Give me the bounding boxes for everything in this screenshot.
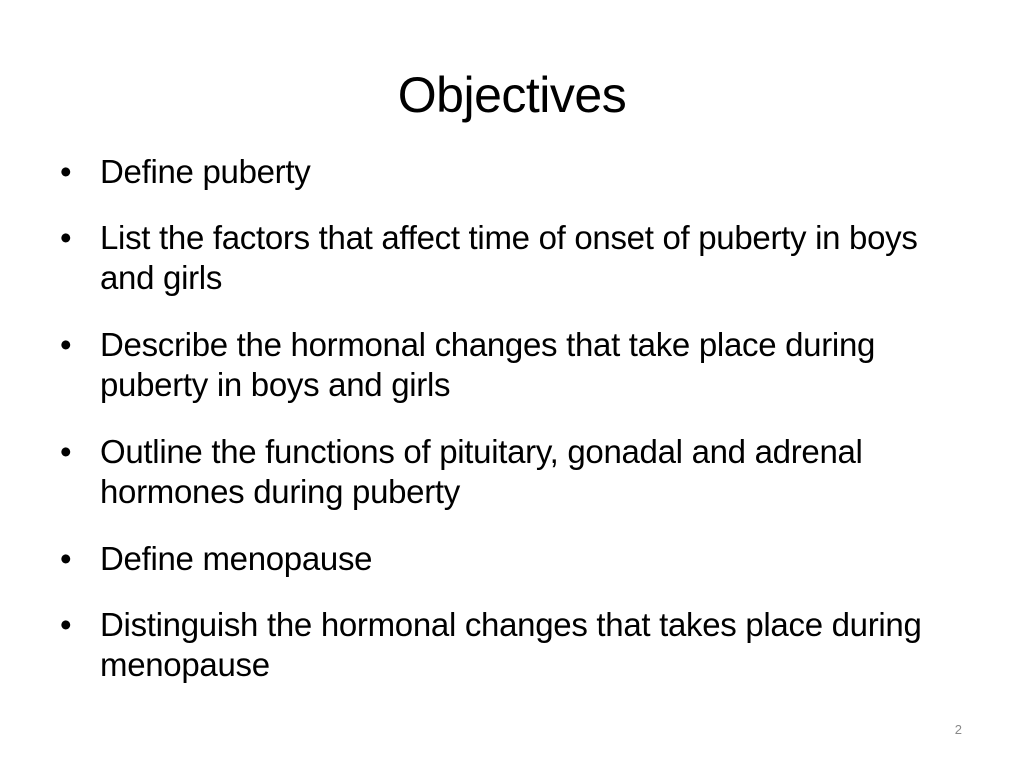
bullet-icon: • (60, 153, 72, 190)
bullet-text: Define puberty (100, 153, 311, 190)
list-item (58, 432, 958, 512)
bullet-text: Describe the hormonal changes that take place during puberty in boys and girls (100, 326, 876, 403)
list-item (58, 152, 958, 192)
list-item (58, 605, 958, 685)
list-item (58, 218, 958, 298)
bullet-text: List the factors that affect time of onset of puberty in boys and girls (100, 219, 918, 296)
bullet-icon: • (60, 433, 72, 470)
list-item (58, 539, 958, 579)
bullet-icon: • (60, 606, 72, 643)
bullet-icon: • (60, 326, 72, 363)
bullet-icon: • (60, 540, 72, 577)
bullet-icon: • (60, 219, 72, 256)
objectives-list (58, 152, 958, 712)
bullet-text: Outline the functions of pituitary, gonadal and adrenal hormones during puberty (100, 433, 863, 510)
slide-number: 2 (954, 722, 962, 737)
bullet-text: Distinguish the hormonal changes that takes place during menopause (100, 606, 922, 683)
slide-title: Objectives (397, 67, 627, 123)
bullet-text: Define menopause (100, 540, 373, 577)
list-item (58, 325, 958, 405)
